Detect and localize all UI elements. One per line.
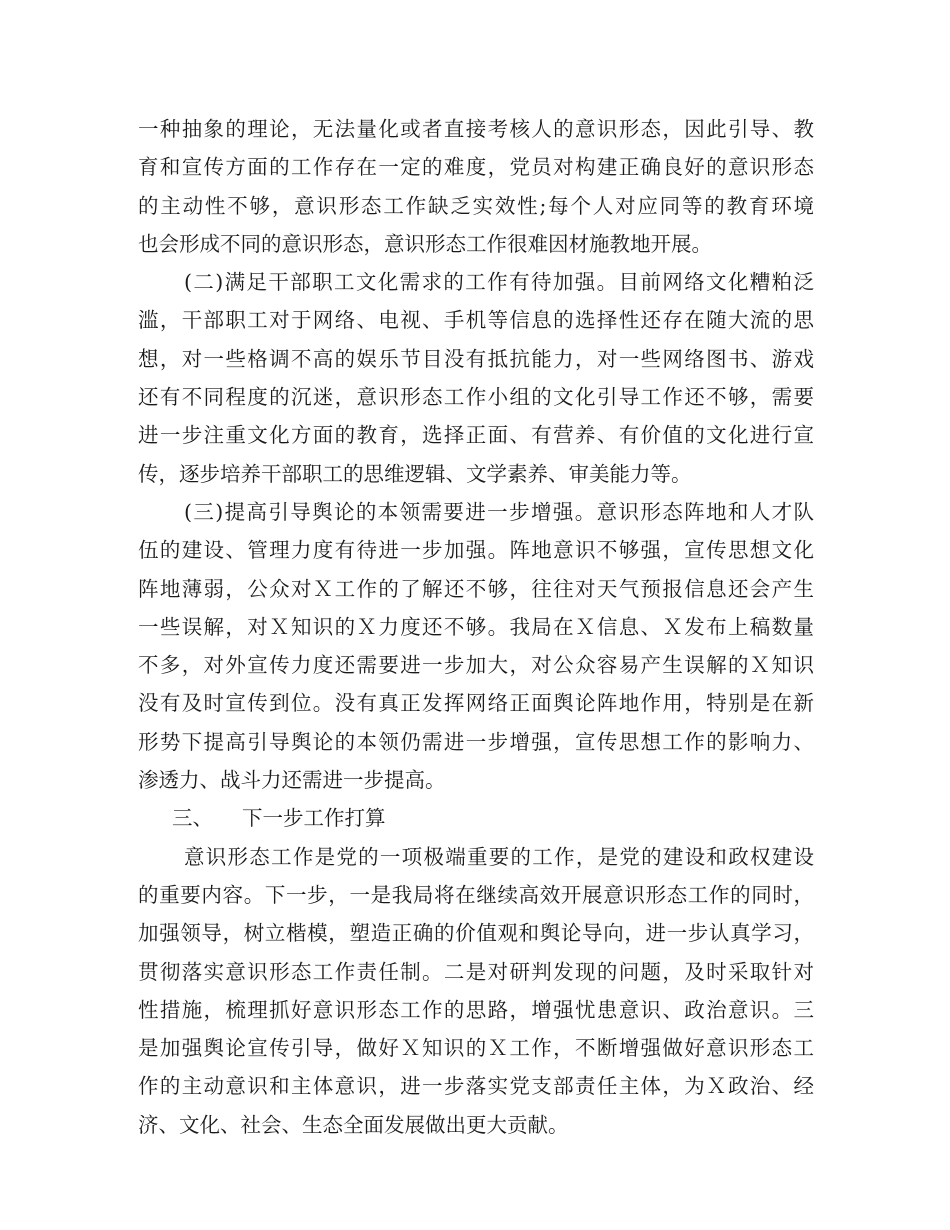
text-line: 一种抽象的理论，无法量化或者直接考核人的意识形态，因此引导、教 [138, 117, 814, 141]
text-line: 形势下提高引导舆论的本领仍需进一步增强，宣传思想工作的影响力、 [138, 729, 814, 754]
text-line: 伍的建设、管理力度有待进一步加强。阵地意识不够强，宣传思想文化 [138, 538, 814, 563]
text-line: (二)满足干部职工文化需求的工作有待加强。目前网络文化糟粕泛 [184, 270, 814, 295]
text-line: 想，对一些格调不高的娱乐节目没有抵抗能力，对一些网络图书、游戏 [138, 346, 814, 371]
text-line: 一些误解，对Ｘ知识的Ｘ力度还不够。我局在Ｘ信息、Ｘ发布上稿数量 [138, 614, 814, 639]
text-line: 加强领导，树立楷模，塑造正确的价值观和舆论导向，进一步认真学习， [138, 921, 814, 946]
text-line: 性措施，梳理抓好意识形态工作的思路，增强忧患意识、政治意识。三 [138, 997, 814, 1022]
paragraph-culture-needs [138, 263, 814, 493]
text-line: 传，逐步培养干部职工的思维逻辑、文学素养、审美能力等。 [138, 461, 692, 486]
paragraph-public-opinion [138, 493, 814, 799]
text-line: 的重要内容。下一步，一是我局将在继续高效开展意识形态工作的同时， [138, 882, 814, 907]
text-line: 济、文化、社会、生态全面发展做出更大贡献。 [138, 1112, 569, 1137]
section-title: 下一步工作打算 [242, 806, 386, 831]
paragraph-continuation [138, 110, 814, 263]
text-line: 不多，对外宣传力度还需要进一步加大，对公众容易产生误解的Ｘ知识 [138, 653, 814, 678]
text-line: 还有不同程度的沉迷，意识形态工作小组的文化引导工作还不够，需要 [138, 385, 814, 410]
text-line: 阵地薄弱，公众对Ｘ工作的了解还不够，往往对天气预报信息还会产生 [138, 576, 814, 601]
text-line: 作的主动意识和主体意识，进一步落实党支部责任主体，为Ｘ政治、经 [138, 1074, 814, 1099]
text-line: 进一步注重文化方面的教育，选择正面、有营养、有价值的文化进行宣 [138, 423, 814, 448]
document-body [138, 110, 814, 1144]
text-line: 滥，干部职工对于网络、电视、手机等信息的选择性还存在随大流的思 [138, 308, 814, 333]
text-line: 意识形态工作是党的一项极端重要的工作，是党的建设和政权建设 [184, 844, 814, 869]
text-line: (三)提高引导舆论的本领需要进一步增强。意识形态阵地和人才队 [184, 499, 814, 524]
section-heading [138, 799, 814, 837]
text-line: 是加强舆论宣传引导，做好Ｘ知识的Ｘ工作，不断增强做好意识形态工 [138, 1036, 814, 1061]
text-line: 育和宣传方面的工作存在一定的难度，党员对构建正确良好的意识形态 [138, 155, 814, 180]
section-number: 三、 [172, 806, 213, 831]
paragraph-next-steps [138, 838, 814, 1144]
text-line: 没有及时宣传到位。没有真正发挥网络正面舆论阵地作用，特别是在新 [138, 691, 814, 716]
text-line: 贯彻落实意识形态工作责任制。二是对研判发现的问题，及时采取针对 [138, 959, 814, 984]
text-line: 渗透力、战斗力还需进一步提高。 [138, 768, 446, 793]
text-line: 也会形成不同的意识形态，意识形态工作很难因材施教地开展。 [138, 231, 712, 256]
text-line: 的主动性不够，意识形态工作缺乏实效性;每个人对应同等的教育环境 [138, 193, 814, 218]
